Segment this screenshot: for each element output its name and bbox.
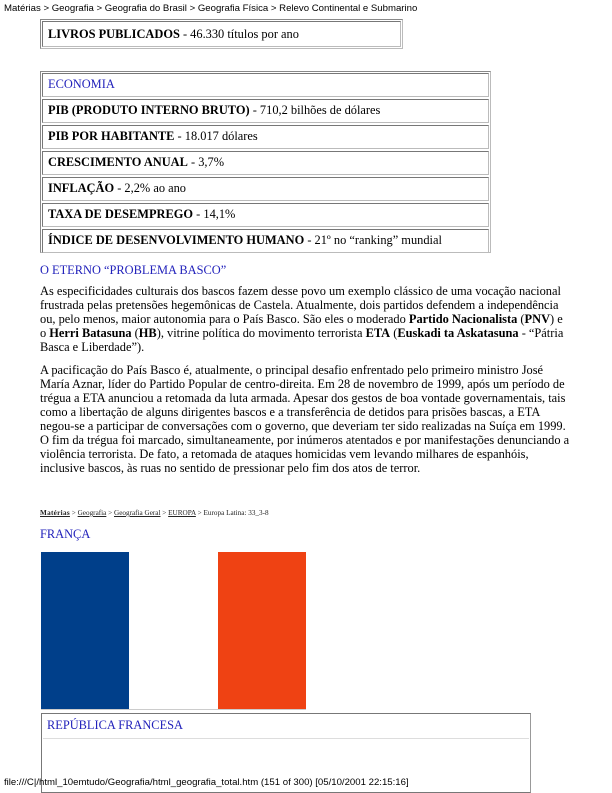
table-row — [42, 125, 489, 149]
economia-title: ECONOMIA — [42, 73, 489, 97]
breadcrumb-current: Europa Latina: 33_3-8 — [203, 509, 269, 517]
text-line — [40, 312, 580, 326]
row-value: - 18.017 dólares — [174, 129, 258, 143]
livros-row — [42, 21, 401, 47]
row-label: ÍNDICE DE DESENVOLVIMENTO HUMANO — [48, 233, 305, 247]
row-value: - 21º no “ranking” mundial — [304, 233, 442, 247]
row-label: LIVROS PUBLICADOS — [48, 27, 180, 41]
text-line: As especificidades culturais dos bascos fazem desse povo um exemplo clássico de uma vocação nacional — [40, 284, 561, 298]
text-line: Basca e Liberdade”). — [40, 340, 145, 354]
breadcrumb — [40, 509, 269, 517]
breadcrumb-link-geografia-geral[interactable]: Geografia Geral — [114, 509, 161, 517]
text-line — [40, 326, 580, 340]
text: ) e — [550, 312, 563, 326]
text-line: frustrada pelas pretensões hegemônicas de Castela. Atualmente, dois partidos defendem a independência — [40, 298, 559, 312]
party-name: Herri Batasuna — [49, 326, 132, 340]
row-value: - 3,7% — [187, 155, 225, 169]
row-label: INFLAÇÃO — [48, 181, 115, 195]
flag-stripe-blue — [41, 552, 129, 709]
paragraph-basco-1 — [40, 284, 580, 354]
france-flag-image — [41, 552, 306, 710]
page-footer-url: file:///C|/html_10emtudo/Geografia/html_geografia_total.htm (151 of 300) [05/10/2001 22:15:16] — [4, 777, 409, 788]
table-row — [42, 99, 489, 123]
flag-stripe-white — [129, 552, 218, 709]
breadcrumb-separator: > — [195, 509, 204, 517]
text: ( — [390, 326, 398, 340]
flag-stripe-red — [218, 552, 306, 709]
livros-table — [40, 19, 403, 49]
org-acronym: ETA — [365, 326, 391, 340]
breadcrumb-link-europa[interactable]: EUROPA — [168, 509, 196, 517]
text-line: como a libertação de alguns dirigentes bascos e a transferência de detidos para prisões bascas, a ETA — [40, 405, 541, 419]
breadcrumb-separator: > — [69, 509, 78, 517]
text: o — [40, 326, 50, 340]
text: ), vitrine política do movimento terrorista — [156, 326, 366, 340]
text: - “Pátria — [518, 326, 564, 340]
text-line: inclusive bascos, às ruas no sentido de pressionar pelo fim dos atos de terror. — [40, 461, 421, 475]
table-row — [42, 151, 489, 175]
table-row — [42, 177, 489, 201]
table-row — [42, 229, 489, 253]
org-name: Euskadi ta Askatasuna — [397, 326, 519, 340]
page-header-breadcrumb: Matérias > Geografia > Geografia do Brasil > Geografia Física > Relevo Continental e Submarino — [4, 3, 418, 14]
party-acronym: PNV — [524, 312, 551, 326]
row-label: TAXA DE DESEMPREGO — [48, 207, 194, 221]
text-line: O fim da trégua foi marcado, simultaneamente, por inúmeros atentados e por manifestações denunciando a — [40, 433, 570, 447]
row-value: - 710,2 bilhões de dólares — [249, 103, 381, 117]
party-name: Partido Nacionalista — [408, 312, 518, 326]
row-label: PIB (PRODUTO INTERNO BRUTO) — [48, 103, 250, 117]
text-line: María Aznar, líder do Partido Popular de centro-direita. Em 28 de novembro de 1999, após um período de — [40, 377, 565, 391]
breadcrumb-separator: > — [106, 509, 114, 517]
section-title-franca: FRANÇA — [40, 527, 91, 541]
party-acronym: HB — [138, 326, 157, 340]
text-line: A pacificação do País Basco é, atualmente, o principal desafio enfrentado pelo primeiro ministro José — [40, 363, 544, 377]
breadcrumb-link-materias[interactable]: Matérias — [40, 509, 70, 517]
text: ou, pelo menos, maior autonomia para o País Basco. São eles o moderado — [40, 312, 409, 326]
text-line: violência terrorista. De fato, a retomada de ataques homicidas vem levando milhares de espanhóis, — [40, 447, 529, 461]
row-value: - 14,1% — [193, 207, 236, 221]
row-value: - 2,2% ao ano — [114, 181, 187, 195]
row-label: CRESCIMENTO ANUAL — [48, 155, 188, 169]
row-value: - 46.330 títulos por ano — [179, 27, 299, 41]
table-title: REPÚBLICA FRANCESA — [43, 715, 529, 739]
text: ( — [131, 326, 139, 340]
section-title-basco: O ETERNO “PROBLEMA BASCO” — [40, 263, 227, 277]
text-line: trégua a ETA anunciou a retomada da luta armada. Apesar dos gestos de boa vontade governamentais, tais — [40, 391, 566, 405]
economia-table — [40, 71, 491, 253]
text: ( — [517, 312, 525, 326]
paragraph-basco-2 — [40, 363, 580, 475]
breadcrumb-separator: > — [160, 509, 169, 517]
row-label: PIB POR HABITANTE — [48, 129, 175, 143]
table-row — [42, 203, 489, 227]
text-line: negou-se a participar de conversações com o governo, que deveriam ter sido realizadas na Suíça em 1999. — [40, 419, 566, 433]
breadcrumb-link-geografia[interactable]: Geografia — [77, 509, 107, 517]
